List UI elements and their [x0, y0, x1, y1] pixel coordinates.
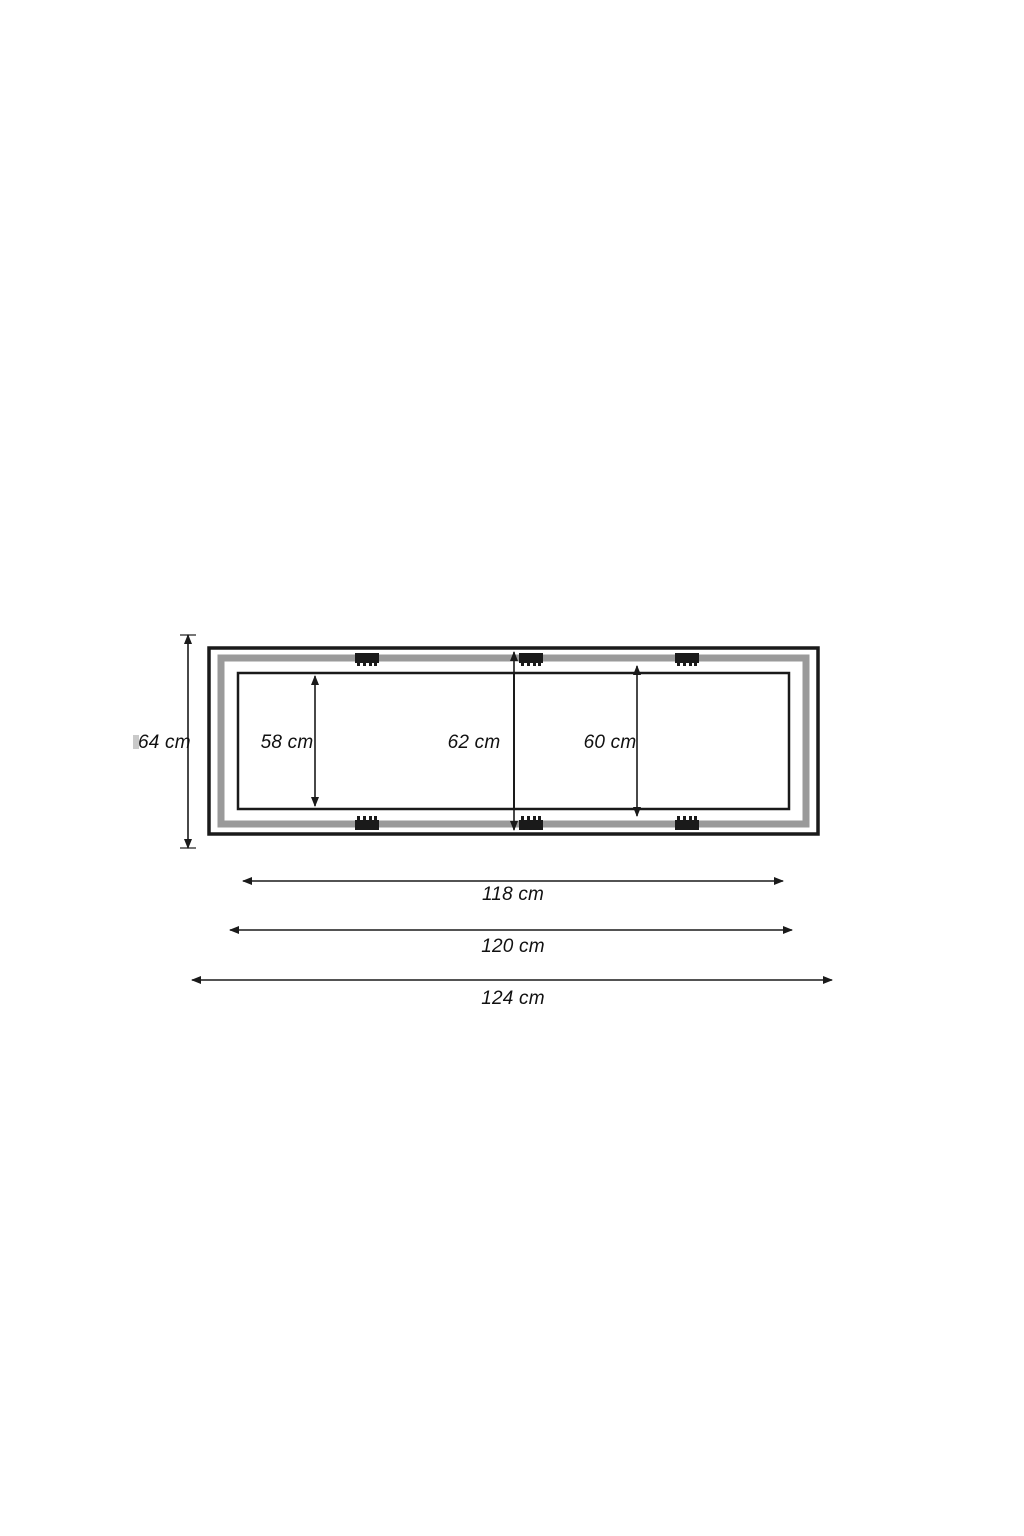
- label-height-outer: 64 cm: [138, 732, 191, 753]
- label-width-mid: 120 cm: [481, 936, 545, 957]
- label-inner-center: 62 cm: [447, 732, 501, 753]
- label-width-inner: 118 cm: [481, 884, 545, 905]
- label-inner-left: 58 cm: [260, 732, 314, 753]
- label-inner-right: 60 cm: [583, 732, 637, 753]
- label-width-outer: 124 cm: [481, 988, 545, 1009]
